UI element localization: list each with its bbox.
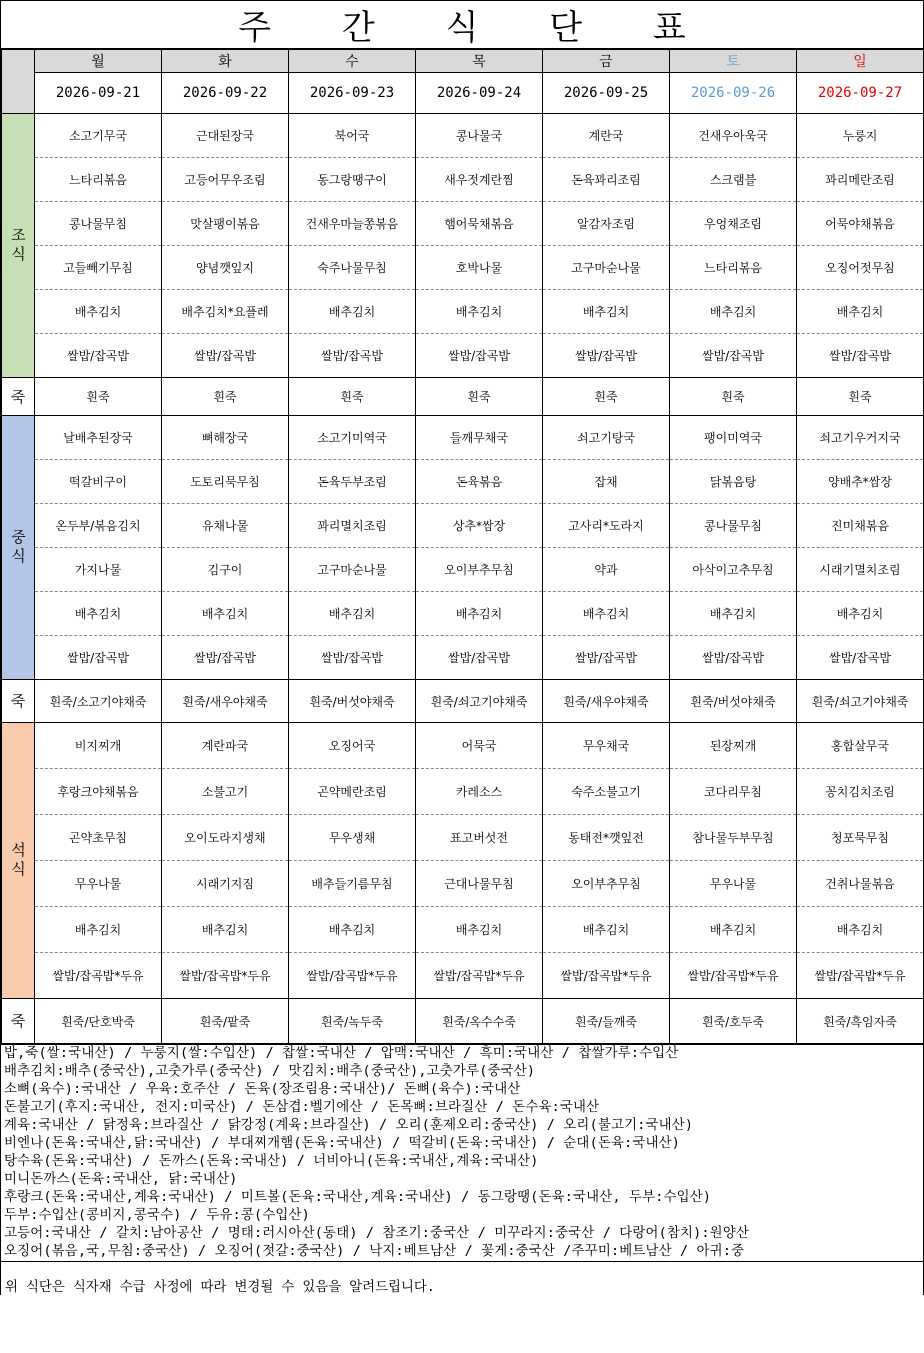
- menu-item: 유채나물: [162, 504, 289, 548]
- menu-item: 쌀밥/잡곡밥: [35, 334, 162, 378]
- menu-item: 배추김치: [670, 290, 797, 334]
- menu-item: 흰죽/들깨죽: [543, 999, 670, 1044]
- origin-note-line: 탕수육(돈육:국내산) / 돈까스(돈육:국내산) / 너비아니(돈육:국내산,계육:국내산): [4, 1154, 539, 1169]
- menu-item: 배추김치: [35, 290, 162, 334]
- menu-item: 숙주소불고기: [543, 769, 670, 815]
- menu-item: 새우젓계란찜: [416, 158, 543, 202]
- menu-item: 쌀밥/잡곡밥: [543, 334, 670, 378]
- menu-item: 흰죽/녹두죽: [289, 999, 416, 1044]
- menu-item: 배추김치: [35, 907, 162, 953]
- menu-item: 쌀밥/잡곡밥: [670, 636, 797, 680]
- meal-label: 중식: [2, 416, 35, 680]
- menu-item: 흰죽: [543, 378, 670, 416]
- menu-item: 오이부추무침: [416, 548, 543, 592]
- corner-cell: [2, 50, 35, 114]
- menu-item: 표고버섯전: [416, 815, 543, 861]
- menu-item: 배추김치: [670, 592, 797, 636]
- menu-item: 흰죽: [35, 378, 162, 416]
- date-header: 2026-09-25: [543, 73, 670, 114]
- menu-item: 흰죽/새우야채죽: [162, 680, 289, 723]
- menu-item: 쌀밥/잡곡밥*두유: [543, 953, 670, 999]
- menu-item: 쌀밥/잡곡밥: [162, 636, 289, 680]
- menu-item: 배추김치: [289, 592, 416, 636]
- menu-item: 쇠고기우거지국: [797, 416, 924, 460]
- menu-item: 쌀밥/잡곡밥*두유: [670, 953, 797, 999]
- menu-item: 무우나물: [35, 861, 162, 907]
- menu-item: 흰죽/흑임자죽: [797, 999, 924, 1044]
- menu-item: 고들빼기무침: [35, 246, 162, 290]
- menu-item: 도토리묵무침: [162, 460, 289, 504]
- menu-item: 콩나물국: [416, 114, 543, 158]
- menu-item: 쌀밥/잡곡밥: [797, 636, 924, 680]
- menu-item: 쌀밥/잡곡밥*두유: [289, 953, 416, 999]
- menu-item: 흰죽: [797, 378, 924, 416]
- menu-item: 무우채국: [543, 723, 670, 769]
- menu-item: 고등어무우조림: [162, 158, 289, 202]
- menu-item: 배추김치: [162, 592, 289, 636]
- menu-item: 배추김치: [543, 592, 670, 636]
- menu-item: 쌀밥/잡곡밥: [35, 636, 162, 680]
- origin-note-line: 돈불고기(후지:국내산, 전지:미국산) / 돈삼겹:벨기에산 / 돈목뼈:브라질산 / 돈수육:국내산: [4, 1100, 600, 1115]
- menu-item: 흰죽/쇠고기야채죽: [416, 680, 543, 723]
- menu-item: 배추김치: [797, 592, 924, 636]
- date-header: 2026-09-22: [162, 73, 289, 114]
- day-header: 일: [797, 50, 924, 73]
- menu-item: 온두부/볶음김치: [35, 504, 162, 548]
- menu-item: 청포묵무침: [797, 815, 924, 861]
- origin-note-line: 계육:국내산 / 닭정육:브라질산 / 닭강정(계육:브라질산) / 오리(훈제오리:중국산) / 오리(불고기:국내산): [4, 1118, 694, 1133]
- menu-item: 날배추된장국: [35, 416, 162, 460]
- menu-item: 떡갈비구이: [35, 460, 162, 504]
- menu-item: 고사리*도라지: [543, 504, 670, 548]
- menu-item: 흰죽/새우야채죽: [543, 680, 670, 723]
- menu-item: 배추김치: [289, 290, 416, 334]
- menu-item: 느타리볶음: [35, 158, 162, 202]
- menu-item: 쌀밥/잡곡밥: [670, 334, 797, 378]
- menu-item: 소고기무국: [35, 114, 162, 158]
- menu-item: 소고기미역국: [289, 416, 416, 460]
- menu-item: 건새우마늘쫑볶음: [289, 202, 416, 246]
- menu-item: 계란파국: [162, 723, 289, 769]
- menu-item: 배추김치: [543, 907, 670, 953]
- menu-item: 카레소스: [416, 769, 543, 815]
- menu-item: 닭볶음탕: [670, 460, 797, 504]
- menu-item: 근대된장국: [162, 114, 289, 158]
- menu-item: 고구마순나물: [289, 548, 416, 592]
- menu-item: 흰죽: [289, 378, 416, 416]
- menu-item: 쌀밥/잡곡밥: [416, 636, 543, 680]
- menu-item: 숙주나물무침: [289, 246, 416, 290]
- date-header: 2026-09-24: [416, 73, 543, 114]
- meal-label: 죽: [2, 378, 35, 416]
- menu-item: 팽이미역국: [670, 416, 797, 460]
- origin-note-line: 고등어:국내산 / 갈치:남아공산 / 명태:러시아산(동태) / 참조기:중국산 / 미꾸라지:중국산 / 다랑어(참치):원양산: [4, 1226, 750, 1241]
- menu-item: 배추김치: [35, 592, 162, 636]
- menu-item: 느타리볶음: [670, 246, 797, 290]
- menu-item: 근대나물무침: [416, 861, 543, 907]
- menu-item: 된장찌개: [670, 723, 797, 769]
- origin-note-line: 두부:수입산(콩비지,콩국수) / 두유:콩(수입산): [4, 1208, 310, 1223]
- menu-item: 곤약초무침: [35, 815, 162, 861]
- day-header: 화: [162, 50, 289, 73]
- menu-item: 진미채볶음: [797, 504, 924, 548]
- menu-item: 흰죽/옥수수죽: [416, 999, 543, 1044]
- menu-item: 무우생채: [289, 815, 416, 861]
- menu-item: 오징어국: [289, 723, 416, 769]
- origin-note-line: 후랑크(돈육:국내산,계육:국내산) / 미트볼(돈육:국내산,계육:국내산) / 동그랑땡(돈육:국내산, 두부:수입산): [4, 1190, 712, 1205]
- date-header: 2026-09-27: [797, 73, 924, 114]
- menu-item: 누룽지: [797, 114, 924, 158]
- menu-item: 뼈해장국: [162, 416, 289, 460]
- menu-item: 김구이: [162, 548, 289, 592]
- menu-item: 무우나물: [670, 861, 797, 907]
- menu-item: 쌀밥/잡곡밥*두유: [162, 953, 289, 999]
- menu-item: 배추김치: [416, 907, 543, 953]
- menu-table: [1, 49, 924, 1044]
- menu-item: 흰죽/버섯야채죽: [289, 680, 416, 723]
- menu-item: 홍합살무국: [797, 723, 924, 769]
- menu-item: 돈육두부조림: [289, 460, 416, 504]
- menu-item: 흰죽/소고기야채죽: [35, 680, 162, 723]
- menu-item: 시래기지짐: [162, 861, 289, 907]
- menu-item: 건새우아욱국: [670, 114, 797, 158]
- menu-item: 약과: [543, 548, 670, 592]
- menu-item: 배추김치: [543, 290, 670, 334]
- menu-item: 쇠고기탕국: [543, 416, 670, 460]
- menu-item: 맛살팽이볶음: [162, 202, 289, 246]
- origin-notes: [1, 1044, 923, 1262]
- menu-item: 쌀밥/잡곡밥: [289, 636, 416, 680]
- menu-item: 후랑크야채볶음: [35, 769, 162, 815]
- menu-item: 흰죽/팥죽: [162, 999, 289, 1044]
- menu-item: 배추김치: [797, 290, 924, 334]
- menu-item: 돈육꽈리조림: [543, 158, 670, 202]
- origin-note-line: 소뼈(육수):국내산 / 우육:호주산 / 돈육(장조림용:국내산)/ 돈뼈(육수):국내산: [4, 1082, 521, 1097]
- date-header: 2026-09-21: [35, 73, 162, 114]
- menu-item: 양념깻잎지: [162, 246, 289, 290]
- menu-item: 아삭이고추무침: [670, 548, 797, 592]
- menu-item: 돈육볶음: [416, 460, 543, 504]
- menu-item: 흰죽: [416, 378, 543, 416]
- menu-item: 시래기멸치조림: [797, 548, 924, 592]
- menu-item: 배추김치: [289, 907, 416, 953]
- menu-item: 흰죽/단호박죽: [35, 999, 162, 1044]
- menu-item: 배추김치*요플레: [162, 290, 289, 334]
- menu-item: 배추김치: [670, 907, 797, 953]
- menu-item: 동그랑땡구이: [289, 158, 416, 202]
- menu-item: 흰죽/호두죽: [670, 999, 797, 1044]
- menu-item: 동태전*깻잎전: [543, 815, 670, 861]
- day-header: 목: [416, 50, 543, 73]
- page-title: 주 간 식 단 표: [1, 0, 923, 49]
- menu-item: 배추김치: [797, 907, 924, 953]
- day-header: 금: [543, 50, 670, 73]
- meal-label: 조식: [2, 114, 35, 378]
- menu-item: 북어국: [289, 114, 416, 158]
- menu-item: 배추김치: [416, 290, 543, 334]
- menu-item: 쌀밥/잡곡밥*두유: [416, 953, 543, 999]
- menu-item: 쌀밥/잡곡밥: [797, 334, 924, 378]
- footer-note: 위 식단은 식자재 수급 사정에 따라 변경될 수 있음을 알려드립니다.: [5, 1280, 435, 1295]
- menu-item: 흰죽/쇠고기야채죽: [797, 680, 924, 723]
- menu-item: 잡채: [543, 460, 670, 504]
- menu-item: 콩나물무침: [670, 504, 797, 548]
- origin-note-line: 밥,죽(쌀:국내산) / 누룽지(쌀:수입산) / 찹쌀:국내산 / 압맥:국내산 / 흑미:국내산 / 찹쌀가루:수입산: [4, 1046, 679, 1061]
- menu-item: 오이부추무침: [543, 861, 670, 907]
- menu-item: 흰죽: [162, 378, 289, 416]
- day-header: 월: [35, 50, 162, 73]
- menu-item: 스크램블: [670, 158, 797, 202]
- menu-item: 꽈리멸치조림: [289, 504, 416, 548]
- menu-item: 오이도라지생채: [162, 815, 289, 861]
- day-header: 토: [670, 50, 797, 73]
- origin-note-line: 배추김치:배추(중국산),고춧가루(중국산) / 맛김치:배추(중국산),고춧가루(중국산): [4, 1064, 536, 1079]
- menu-item: 우엉채조림: [670, 202, 797, 246]
- meal-label: 죽: [2, 680, 35, 723]
- day-header: 수: [289, 50, 416, 73]
- menu-item: 가지나물: [35, 548, 162, 592]
- menu-item: 어묵국: [416, 723, 543, 769]
- menu-item: 곤약메란조림: [289, 769, 416, 815]
- menu-item: 고구마순나물: [543, 246, 670, 290]
- menu-item: 쌀밥/잡곡밥*두유: [797, 953, 924, 999]
- menu-item: 들깨무채국: [416, 416, 543, 460]
- menu-item: 양배추*쌈장: [797, 460, 924, 504]
- menu-item: 꽈리메란조림: [797, 158, 924, 202]
- menu-item: 소불고기: [162, 769, 289, 815]
- menu-item: 참나물두부무침: [670, 815, 797, 861]
- menu-item: 쌀밥/잡곡밥: [289, 334, 416, 378]
- menu-item: 쌀밥/잡곡밥: [543, 636, 670, 680]
- menu-item: 건취나물볶음: [797, 861, 924, 907]
- menu-item: 오징어젓무침: [797, 246, 924, 290]
- origin-note-line: 비엔나(돈육:국내산,닭:국내산) / 부대찌개햄(돈육:국내산) / 떡갈비(돈육:국내산) / 순대(돈육:국내산): [4, 1136, 681, 1151]
- origin-note-line: 미니돈까스(돈육:국내산, 닭:국내산): [4, 1172, 238, 1187]
- date-header: 2026-09-23: [289, 73, 416, 114]
- menu-item: 쌀밥/잡곡밥: [416, 334, 543, 378]
- menu-item: 호박나물: [416, 246, 543, 290]
- menu-item: 배추김치: [162, 907, 289, 953]
- menu-item: 상추*쌈장: [416, 504, 543, 548]
- menu-item: 비지찌개: [35, 723, 162, 769]
- meal-label: 석식: [2, 723, 35, 999]
- menu-item: 코다리무침: [670, 769, 797, 815]
- menu-item: 쌀밥/잡곡밥: [162, 334, 289, 378]
- origin-note-line: 오징어(볶음,국,무침:중국산) / 오징어(젓갈:중국산) / 낙지:베트남산 / 꽃게:중국산 /주꾸미:베트남산 / 아귀:중: [4, 1244, 745, 1259]
- menu-item: 알감자조림: [543, 202, 670, 246]
- menu-item: 흰죽/버섯야채죽: [670, 680, 797, 723]
- menu-item: 햄어묵채볶음: [416, 202, 543, 246]
- meal-label: 죽: [2, 999, 35, 1044]
- menu-item: 콩나물무침: [35, 202, 162, 246]
- menu-item: 쌀밥/잡곡밥*두유: [35, 953, 162, 999]
- menu-item: 꽁치김치조림: [797, 769, 924, 815]
- menu-item: 흰죽: [670, 378, 797, 416]
- menu-item: 배추김치: [416, 592, 543, 636]
- menu-item: 배추들기름무침: [289, 861, 416, 907]
- date-header: 2026-09-26: [670, 73, 797, 114]
- menu-item: 계란국: [543, 114, 670, 158]
- menu-item: 어묵야채볶음: [797, 202, 924, 246]
